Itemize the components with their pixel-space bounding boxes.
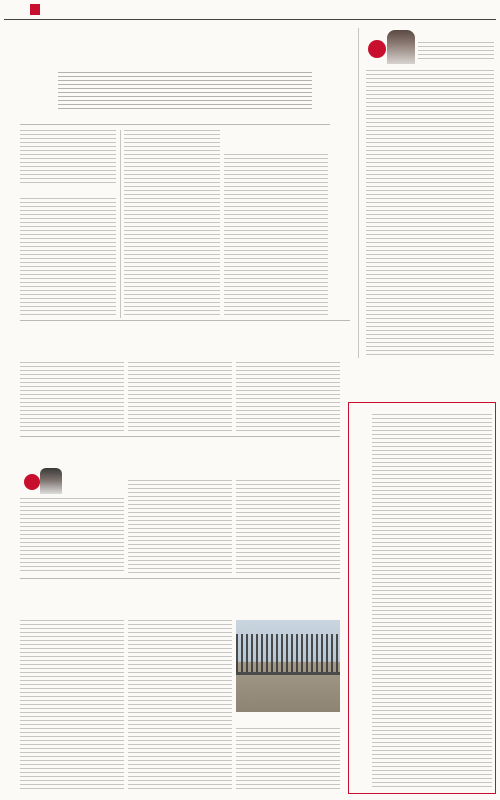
article2-col1 <box>20 362 124 432</box>
article2-col2 <box>128 362 232 432</box>
masthead <box>0 0 500 20</box>
columnist-bio <box>418 42 494 62</box>
sidebar-body-col1 <box>372 414 492 790</box>
article1-col1-bottom <box>20 198 116 316</box>
article3-col2 <box>128 480 232 574</box>
border-wall-photo <box>236 620 340 712</box>
rule <box>20 320 350 321</box>
sidebar-badge <box>368 40 386 58</box>
article4-col1 <box>20 620 124 790</box>
article2-col3 <box>236 362 340 432</box>
section-tag <box>30 4 40 15</box>
rule <box>20 124 330 125</box>
columnist-avatar <box>387 30 415 64</box>
article1-lede <box>58 72 312 112</box>
article1-col3 <box>224 154 328 318</box>
article1-col2 <box>124 130 220 318</box>
article1-col1-top <box>20 130 116 185</box>
column-divider <box>358 28 359 358</box>
article4-col2 <box>128 620 232 790</box>
sidebar-top-text <box>366 70 494 358</box>
rule <box>20 578 340 579</box>
article3-avatar <box>40 468 62 494</box>
article3-col3 <box>236 480 340 574</box>
article3-badge <box>24 474 40 490</box>
rule <box>20 436 340 437</box>
article4-col3 <box>236 728 340 790</box>
article3-col1 <box>20 498 124 574</box>
col-divider <box>120 130 121 318</box>
masthead-rule <box>4 19 496 20</box>
